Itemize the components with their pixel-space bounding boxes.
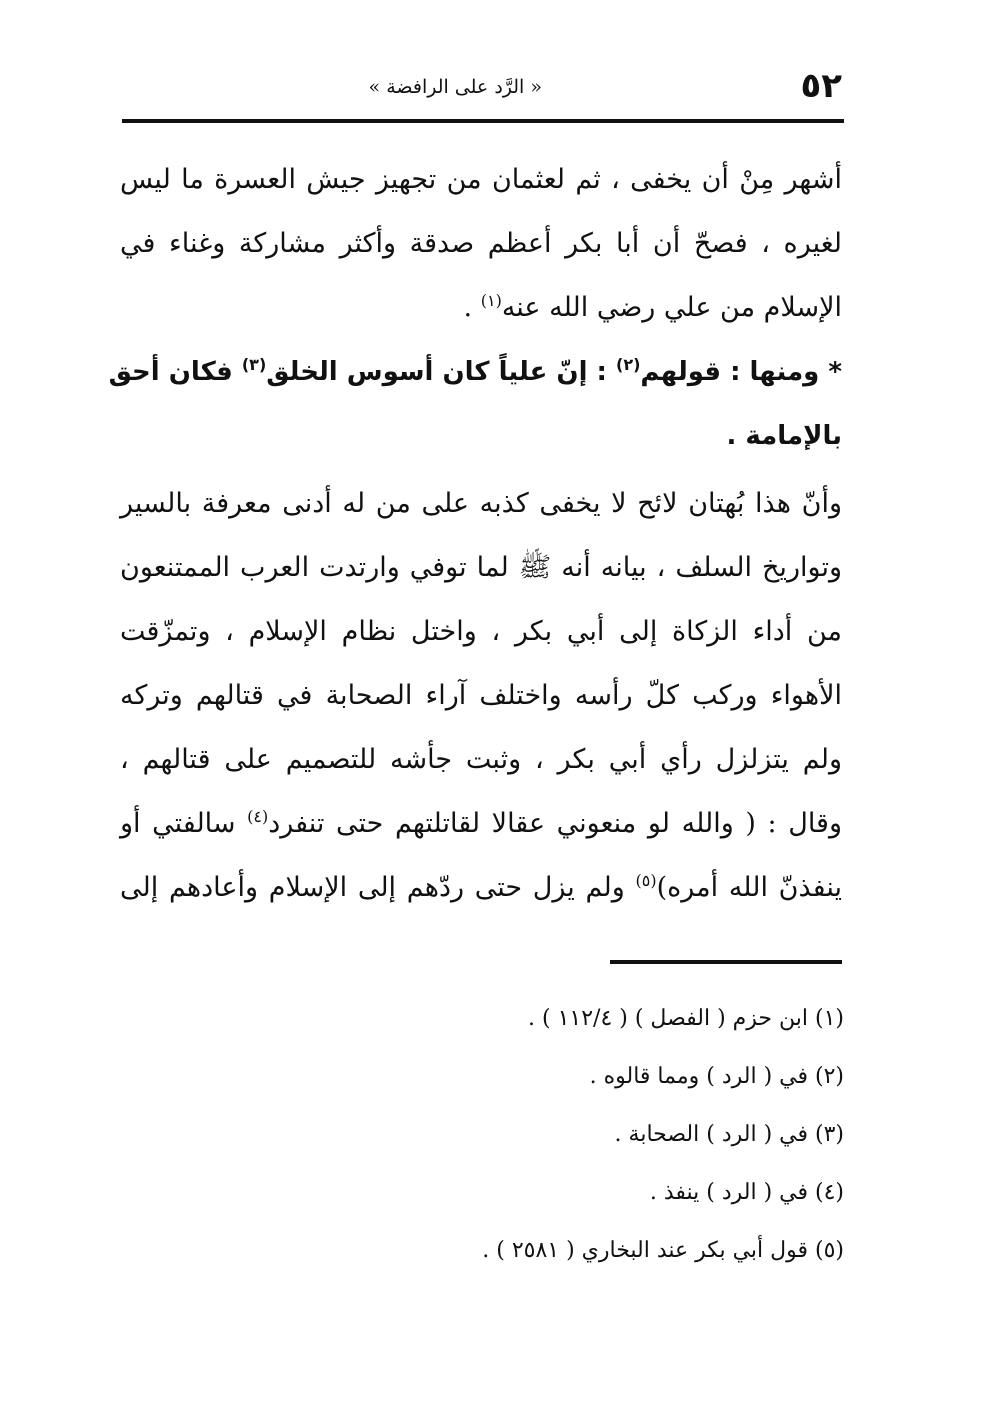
footnote-item: (٥) قول أبي بكر عند البخاري ( ٢٥٨١ ) . <box>482 1238 844 1263</box>
footnote-item: (٤) في ( الرد ) ينفذ . <box>649 1180 844 1205</box>
text-line <box>120 856 842 920</box>
text-segment: * ومنها : قولهم <box>640 357 842 387</box>
text-segment: . <box>463 292 481 323</box>
text-segment: ولم يزل حتى ردّهم إلى الإسلام وأعادهم إلى <box>120 872 636 903</box>
page-number: ٥٢ <box>800 66 842 106</box>
text-line <box>120 276 842 340</box>
paragraph-1 <box>120 148 842 340</box>
text-segment: سالفتي أو <box>120 808 248 839</box>
text-segment: الإسلام من علي رضي الله عنه <box>501 292 842 323</box>
footnote-item: (٢) في ( الرد ) ومما قالوه . <box>589 1064 844 1089</box>
heading-line: بالإمامة . <box>726 421 842 451</box>
running-title: « الرَّد على الرافضة » <box>368 76 542 98</box>
text-segment: : إنّ علياً كان أسوس الخلق <box>266 357 617 387</box>
page-header <box>122 62 842 106</box>
text-line: من أداء الزكاة إلى أبي بكر ، واختل نظام الإسلام ، وتمزّقت <box>120 616 842 647</box>
text-line <box>120 792 842 856</box>
heading-line <box>108 340 842 404</box>
footnote-ref-3: (٣) <box>241 355 267 374</box>
text-line: الأهواء وركب كلّ رأسه واختلف آراء الصحابة في قتالهم وتركه <box>120 680 842 711</box>
text-segment: فكان أحق <box>108 357 242 387</box>
footnote-ref-2: (٢) <box>616 355 641 374</box>
footnote-item: (١) ابن حزم ( الفصل ) ( ١١٢/٤ ) . <box>528 1006 844 1031</box>
text-line: ولم يتزلزل رأي أبي بكر ، وثبت جأشه للتصميم على قتالهم ، <box>120 744 842 775</box>
text-line: لغيره ، فصحّ أن أبا بكر أعظم صدقة وأكثر مشاركة وغناء في <box>120 228 842 259</box>
main-text <box>108 148 843 920</box>
text-segment: ينفذنّ الله أمره) <box>656 872 843 903</box>
paragraph-2 <box>120 472 842 920</box>
footnote-ref-4: (٤) <box>247 807 269 826</box>
text-line: وتواريخ السلف ، بيانه أنه ﷺ لما توفي وارتدت العرب الممتنعون <box>120 552 842 583</box>
footnote-ref-1: (١) <box>480 291 502 310</box>
footnote-ref-5: (٥) <box>635 871 657 890</box>
header-rule <box>122 119 844 123</box>
text-line: وأنّ هذا بُهتان لائح لا يخفى كذبه على من له أدنى معرفة بالسير <box>120 488 842 519</box>
footnote-item: (٣) في ( الرد ) الصحابة . <box>614 1122 844 1147</box>
text-segment: وقال : ( والله لو منعوني عقالا لقاتلتهم حتى تنفرد <box>268 808 842 839</box>
section-heading <box>108 340 842 468</box>
footnotes <box>144 990 844 1280</box>
text-line: أشهر مِنْ أن يخفى ، ثم لعثمان من تجهيز جيش العسرة ما ليس <box>120 164 842 195</box>
footnote-rule <box>610 960 842 964</box>
